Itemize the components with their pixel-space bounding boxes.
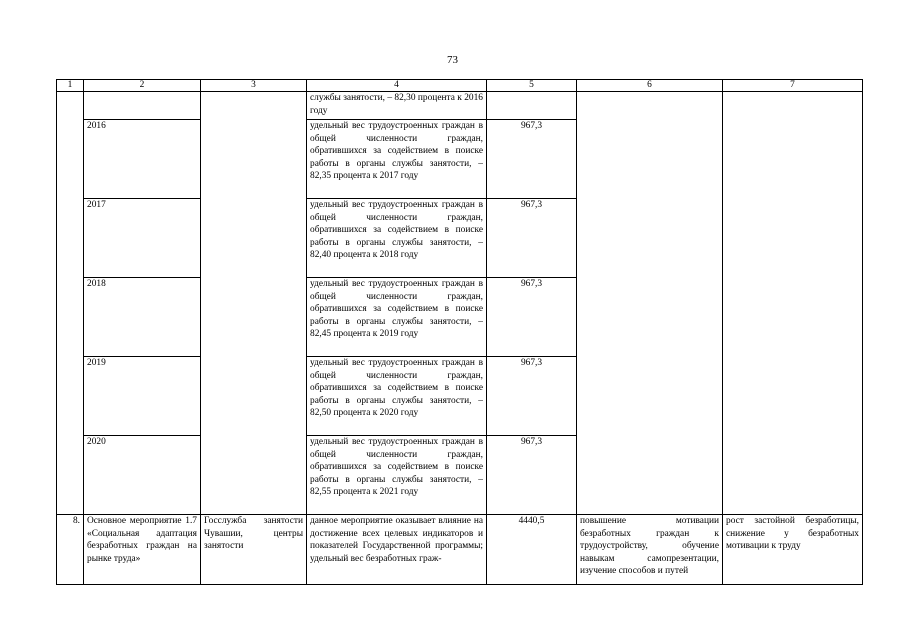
header-cell-7: 7 [723,80,863,92]
year-cell: 2017 [84,199,201,278]
consequences-cell-empty [723,120,863,199]
year-row-2016 [57,120,863,199]
indicator-cell: удельный вес трудоустроенных граждан в общей численности граждан, обратившихся за содействием в поиске работы в органы службы занятости, – 82,45 процента к 2019 году [307,278,487,357]
indicator-cell: удельный вес трудоустроенных граждан в общей численности граждан, обратившихся за содействием в поиске работы в органы службы занятости, – 82,55 процента к 2021 году [307,436,487,515]
consequences-cell: рост застойной безработицы, снижение у безработных мотивации к труду [723,515,863,585]
result-cell-empty [577,120,723,199]
indicator-cell: удельный вес трудоустроенных граждан в общей численности граждан, обратившихся за содействием в поиске работы в органы службы занятости, – 82,35 процента к 2017 году [307,120,487,199]
row-8 [57,515,863,585]
result-cell-empty [577,92,723,120]
consequences-cell-empty [723,436,863,515]
amount-cell: 967,3 [487,278,577,357]
consequences-cell-empty [723,278,863,357]
result-cell-empty [577,357,723,436]
number-cell [57,357,84,436]
executor-cell-empty [201,436,307,515]
number-cell [57,436,84,515]
year-row-2020 [57,436,863,515]
year-cell: 2019 [84,357,201,436]
page-number: 73 [447,54,458,66]
program-table [56,79,863,585]
event-name: Основное мероприятие 1.7 «Социальная адаптация безработных граждан на рынке труда» [84,515,201,585]
amount-cell: 4440,5 [487,515,577,585]
header-cell-3: 3 [201,80,307,92]
executor-cell-empty [201,278,307,357]
result-cell-empty [577,436,723,515]
indicator-cell: удельный вес трудоустроенных граждан в общей численности граждан, обратившихся за содействием в поиске работы в органы службы занятости, – 82,50 процента к 2020 году [307,357,487,436]
indicator-cell: данное мероприятие оказывает влияние на достижение всех целевых индикаторов и показателей Государственной программы; удельный вес безработных граж- [307,515,487,585]
number-cell [57,92,84,120]
header-cell-5: 5 [487,80,577,92]
header-cell-1: 1 [57,80,84,92]
header-cell-6: 6 [577,80,723,92]
indicator-cell: удельный вес трудоустроенных граждан в общей численности граждан, обратившихся за содействием в поиске работы в органы службы занятости, – 82,40 процента к 2018 году [307,199,487,278]
amount-cell: 967,3 [487,199,577,278]
executor: Госслужба занятости Чувашии, центры занятости [201,515,307,585]
year-cell-empty [84,92,201,120]
header-cell-2: 2 [84,80,201,92]
number-cell [57,120,84,199]
executor-cell-empty [201,120,307,199]
year-cell: 2016 [84,120,201,199]
amount-cell: 967,3 [487,120,577,199]
amount-cell-empty [487,92,577,120]
year-cell: 2020 [84,436,201,515]
consequences-cell-empty [723,357,863,436]
year-row-2017 [57,199,863,278]
consequences-cell-empty [723,199,863,278]
executor-cell-empty [201,357,307,436]
indicator-cell: службы занятости, – 82,30 процента к 2016 году [307,92,487,120]
year-row-2018 [57,278,863,357]
row-number: 8. [57,515,84,585]
year-row-2019 [57,357,863,436]
header-cell-4: 4 [307,80,487,92]
year-cell: 2018 [84,278,201,357]
continuation-row [57,92,863,120]
result-cell-empty [577,199,723,278]
result-cell-empty [577,278,723,357]
executor-cell-empty [201,199,307,278]
number-cell [57,278,84,357]
consequences-cell-empty [723,92,863,120]
amount-cell: 967,3 [487,436,577,515]
amount-cell: 967,3 [487,357,577,436]
executor-cell-empty [201,92,307,120]
header-row [57,80,863,92]
number-cell [57,199,84,278]
result-cell: повышение мотивации безработных граждан к трудоустройству, обучение навыкам самопрезентации, изучение способов и путей [577,515,723,585]
